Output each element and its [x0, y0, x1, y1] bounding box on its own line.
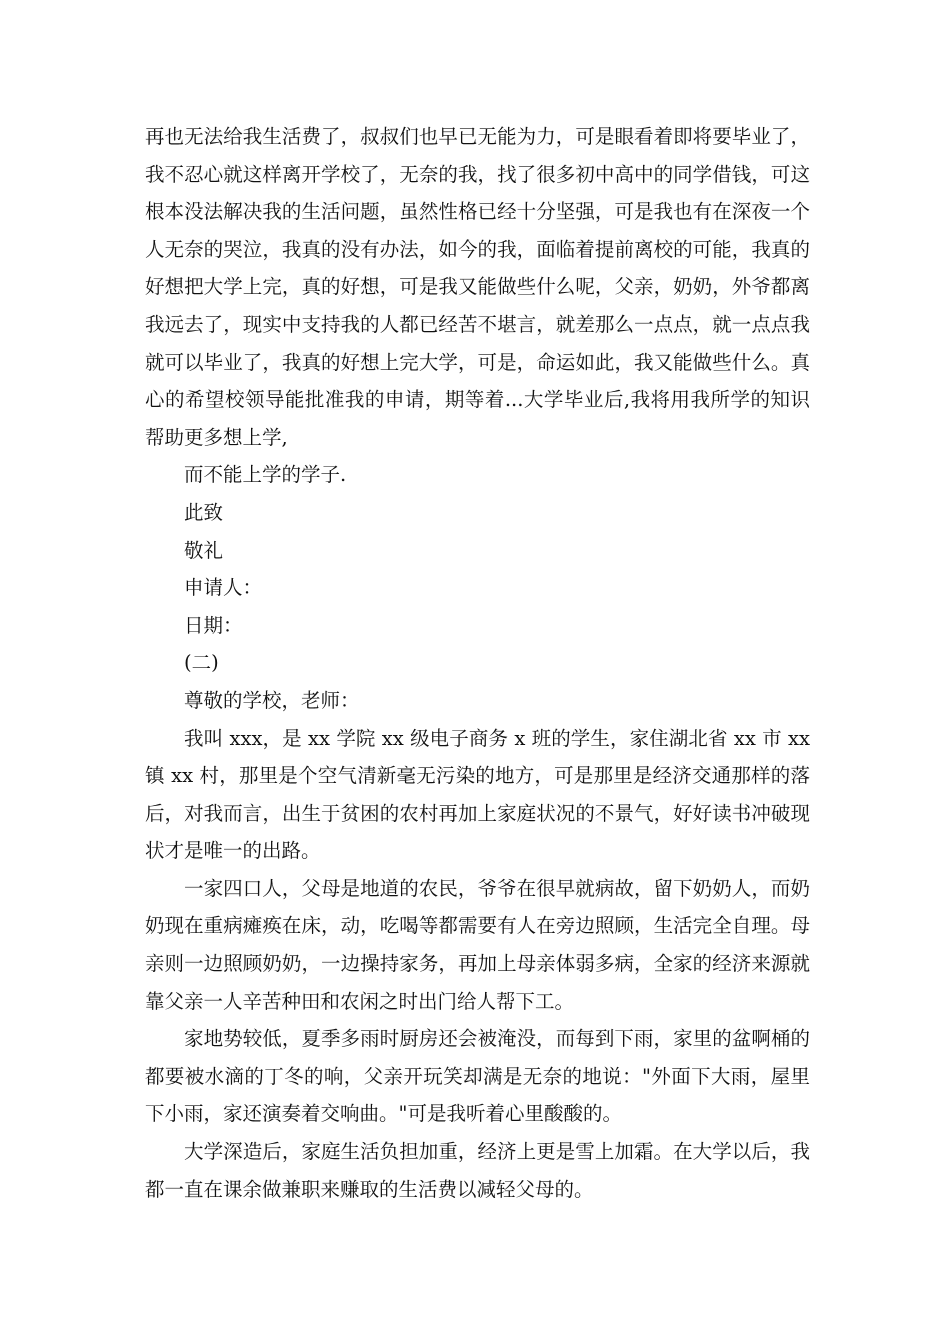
letter-greeting: 尊敬的学校，老师：: [184, 688, 360, 712]
applicant-label: 申请人：: [184, 576, 263, 600]
paragraph-continuation: 再也无法给我生活费了，叔叔们也早已无能为力，可是眼看着即将要毕业了，我不忍心就这样离开学校了，无奈的我，找了很多初中高中的同学借钱，可这根本没法解决我的生活问题，虽然性格已经十分坚强，可是我也有在深夜一个人无奈的哭泣，我真的没有办法，如今的我，面临着提前离校的可能，我真的好想把大学上完，真的好想，可是我又能做些什么呢，父亲，奶奶，外爷都离我远去了，现实中支持我的人都已经苦不堪言，就差那么一点点，就一点点我就可以毕业了，我真的好想上完大学，可是，命运如此，我又能做些什么。真心的希望校领导能批准我的申请，期等着...大学毕业后,我将用我所学的知识帮助更多想上学,: [145, 125, 810, 449]
date-label: 日期：: [184, 613, 243, 637]
salutation-jingli: 敬礼: [184, 538, 224, 562]
document-body: [145, 118, 810, 1208]
paragraph-introduction: 我叫 xxx，是 xx 学院 xx 级电子商务 x 班的学生，家住湖北省 xx 市 xx 镇 xx 村，那里是个空气清新毫无污染的地方，可是那里是经济交通那样的落后，对我而言，出生于贫困的农村再加上家庭状况的不景气，好好读书冲破现状才是唯一的出路。: [145, 726, 810, 863]
section-heading-two: (二): [184, 651, 219, 675]
paragraph-family: 一家四口人，父母是地道的农民，爷爷在很早就病故，留下奶奶人，而奶奶现在重病瘫痪在床，动，吃喝等都需要有人在旁边照顾，生活完全自理。母亲则一边照顾奶奶，一边操持家务，再加上母亲体弱多病，全家的经济来源就靠父亲一人辛苦种田和农闲之时出门给人帮下工。: [145, 876, 810, 1013]
paragraph-university: 大学深造后，家庭生活负担加重，经济上更是雪上加霜。在大学以后，我都一直在课余做兼职来赚取的生活费以减轻父母的。: [145, 1140, 810, 1201]
paragraph-home: 家地势较低，夏季多雨时厨房还会被淹没，而每到下雨，家里的盆啊桶的都要被水滴的丁冬的响，父亲开玩笑却满是无奈的地说："外面下大雨，屋里下小雨，家还演奏着交响曲。"可是我听着心里酸酸的。: [145, 1027, 810, 1126]
salutation-cizhi: 此致: [184, 500, 224, 524]
paragraph-closing-line: 而不能上学的学子.: [184, 463, 347, 487]
